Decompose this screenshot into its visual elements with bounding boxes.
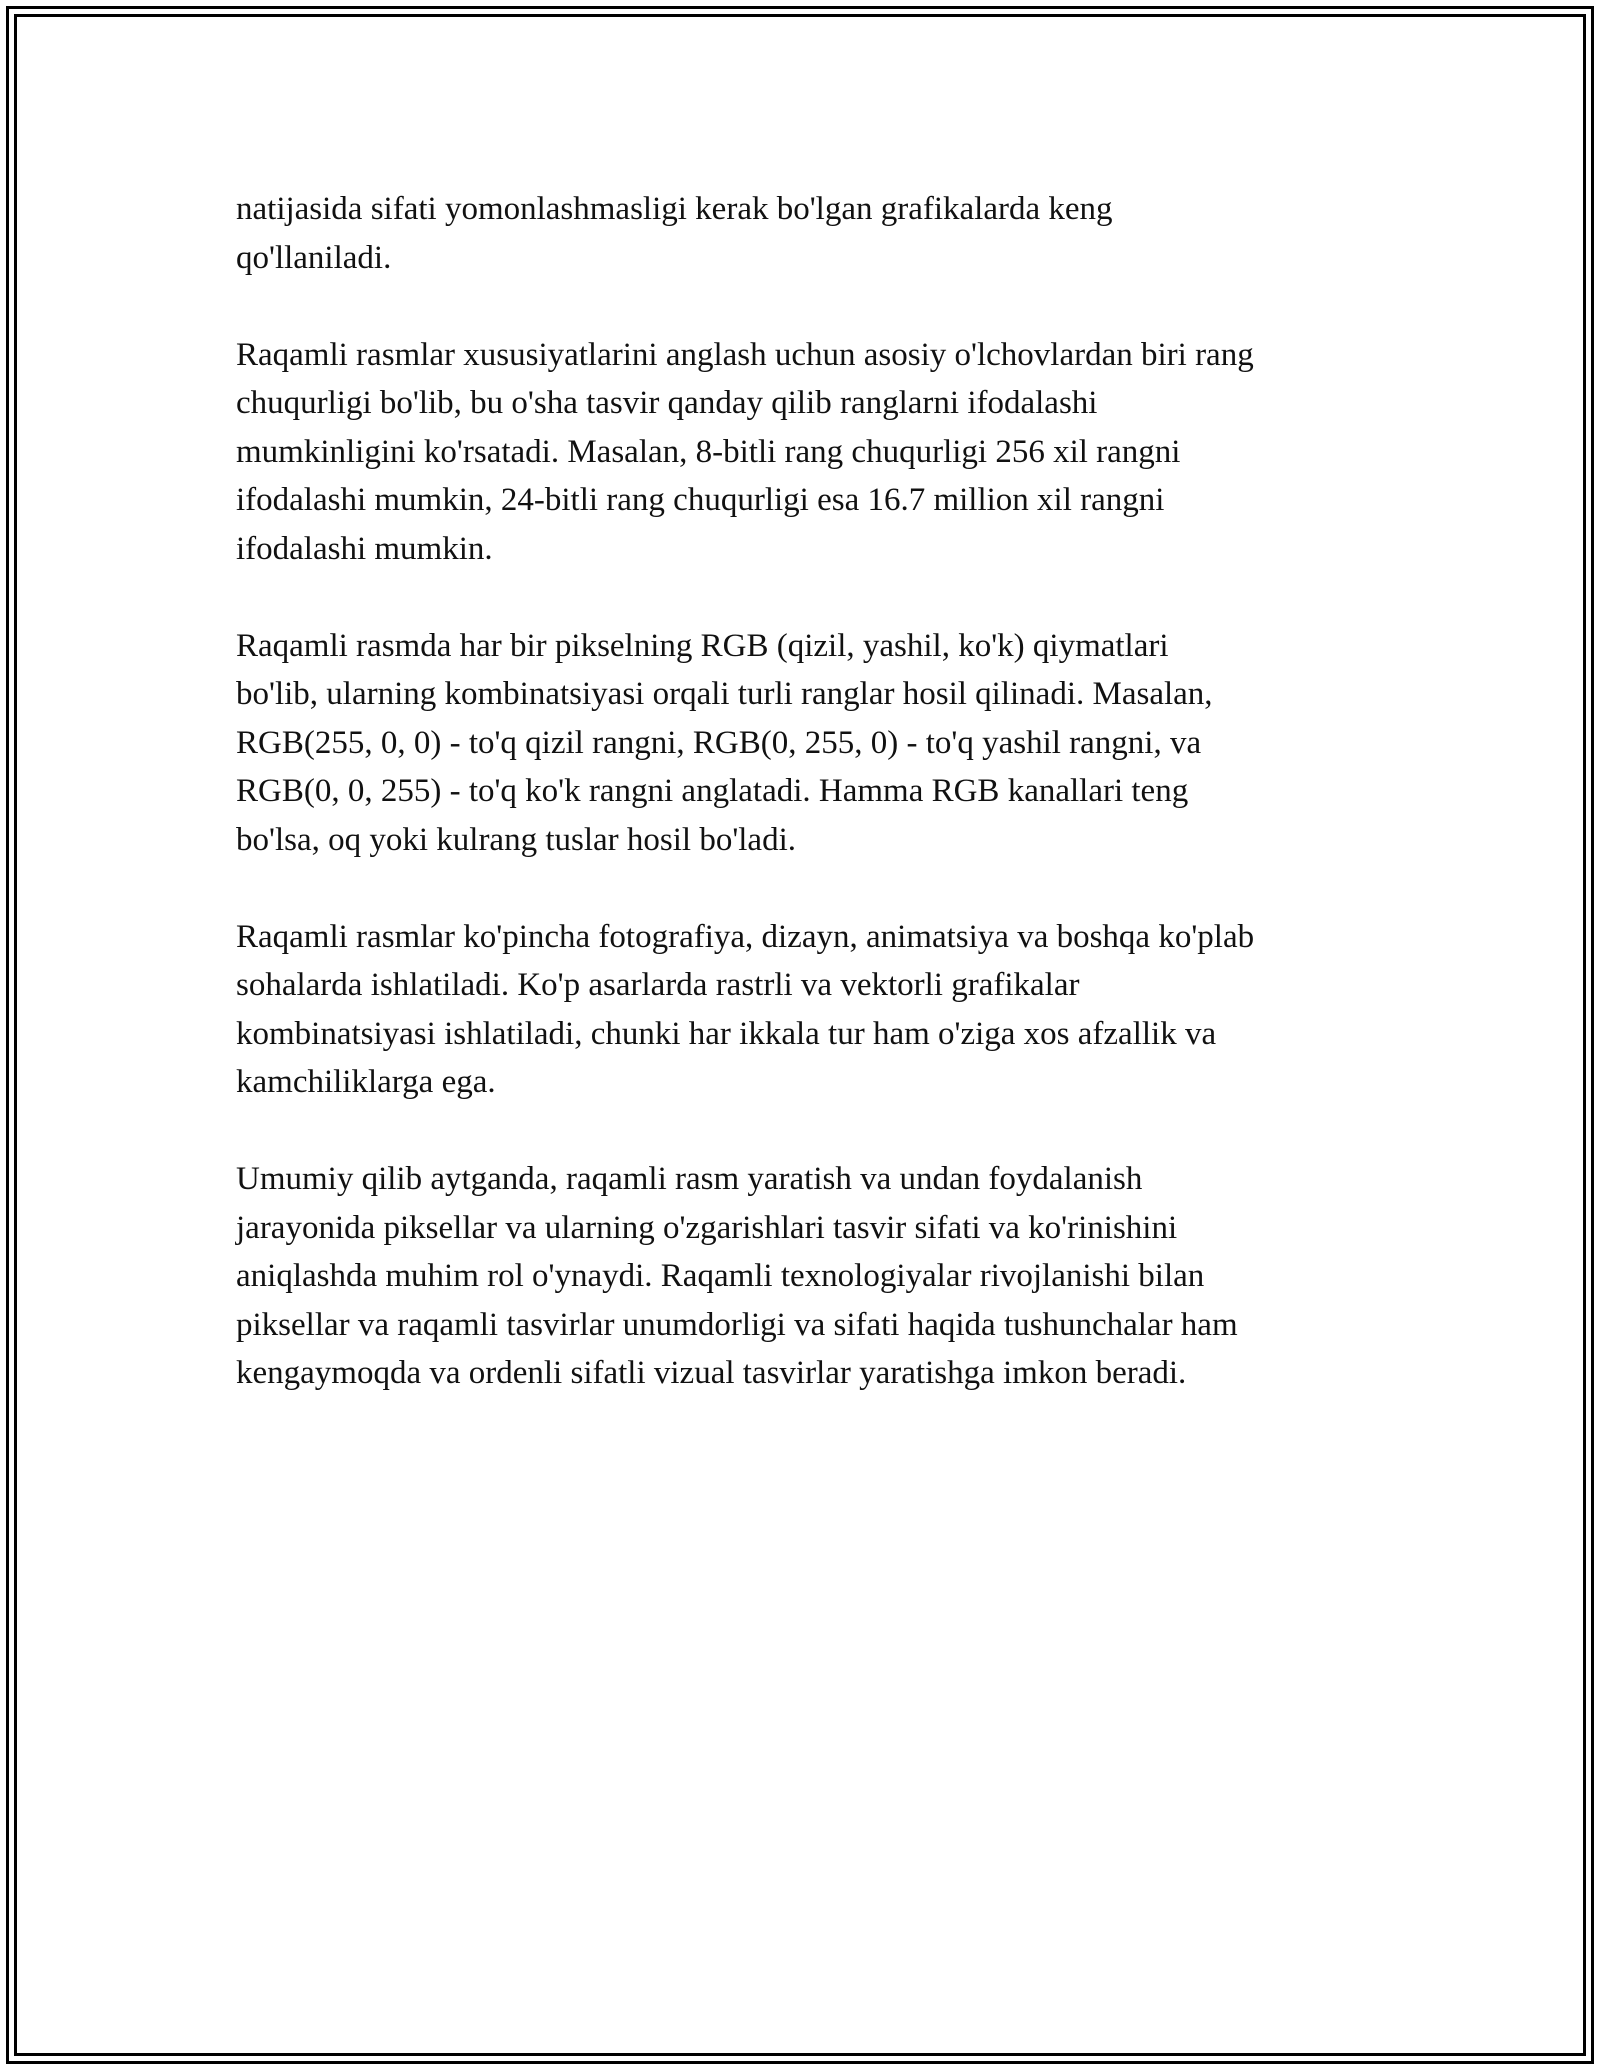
paragraph-usage-areas: Raqamli rasmlar ko'pincha fotografiya, dizayn, animatsiya va boshqa ko'plab sohalarda ishlatiladi. Ko'p asarlarda rastrli va vektorli grafikalar kombinatsiyasi ishlatiladi, chunki har ikkala tur ham o'ziga xos afzallik va kamchiliklarga ega. [236, 918, 1255, 1100]
paragraph-rgb-values: Raqamli rasmda har bir pikselning RGB (qizil, yashil, ko'k) qiymatlari bo'lib, ularning kombinatsiyasi orqali turli ranglar hosil qilinadi. Masalan, RGB(255, 0, 0) - to'q qizil rangni, RGB(0, 255, 0) - to'q yashil rangni, va RGB(0, 0, 255) - to'q ko'k rangni anglatadi. Hamma RGB kanallari teng bo'lsa, oq yoki kulrang tuslar hosil bo'ladi. [236, 627, 1213, 858]
paragraph-conclusion: Umumiy qilib aytganda, raqamli rasm yaratish va undan foydalanish jarayonida piksellar va ularning o'zgarishlari tasvir sifati va ko'rinishini aniqlashda muhim rol o'ynaydi. Raqamli texnologiyalar rivojlanishi bilan piksellar va raqamli tasvirlar unumdorligi va sifati haqida tushunchalar ham kengaymoqda va ordenli sifatli vizual tasvirlar yaratishga imkon beradi. [236, 1161, 1238, 1391]
paragraph-color-depth: Raqamli rasmlar xususiyatlarini anglash uchun asosiy o'lchovlardan biri rang chuqurligi bo'lib, bu o'sha tasvir qanday qilib ranglarni ifodalashi mumkinligini ko'rsatadi. Masalan, 8-bitli rang chuqurligi 256 xil rangni ifodalashi mumkin, 24-bitli rang chuqurligi esa 16.7 million xil rangni ifodalashi mumkin. [236, 336, 1254, 567]
paragraph-continuation: natijasida sifati yomonlashmasligi kerak bo'lgan grafikalarda keng qo'llaniladi. [236, 191, 1113, 276]
document-body [236, 185, 1396, 1398]
